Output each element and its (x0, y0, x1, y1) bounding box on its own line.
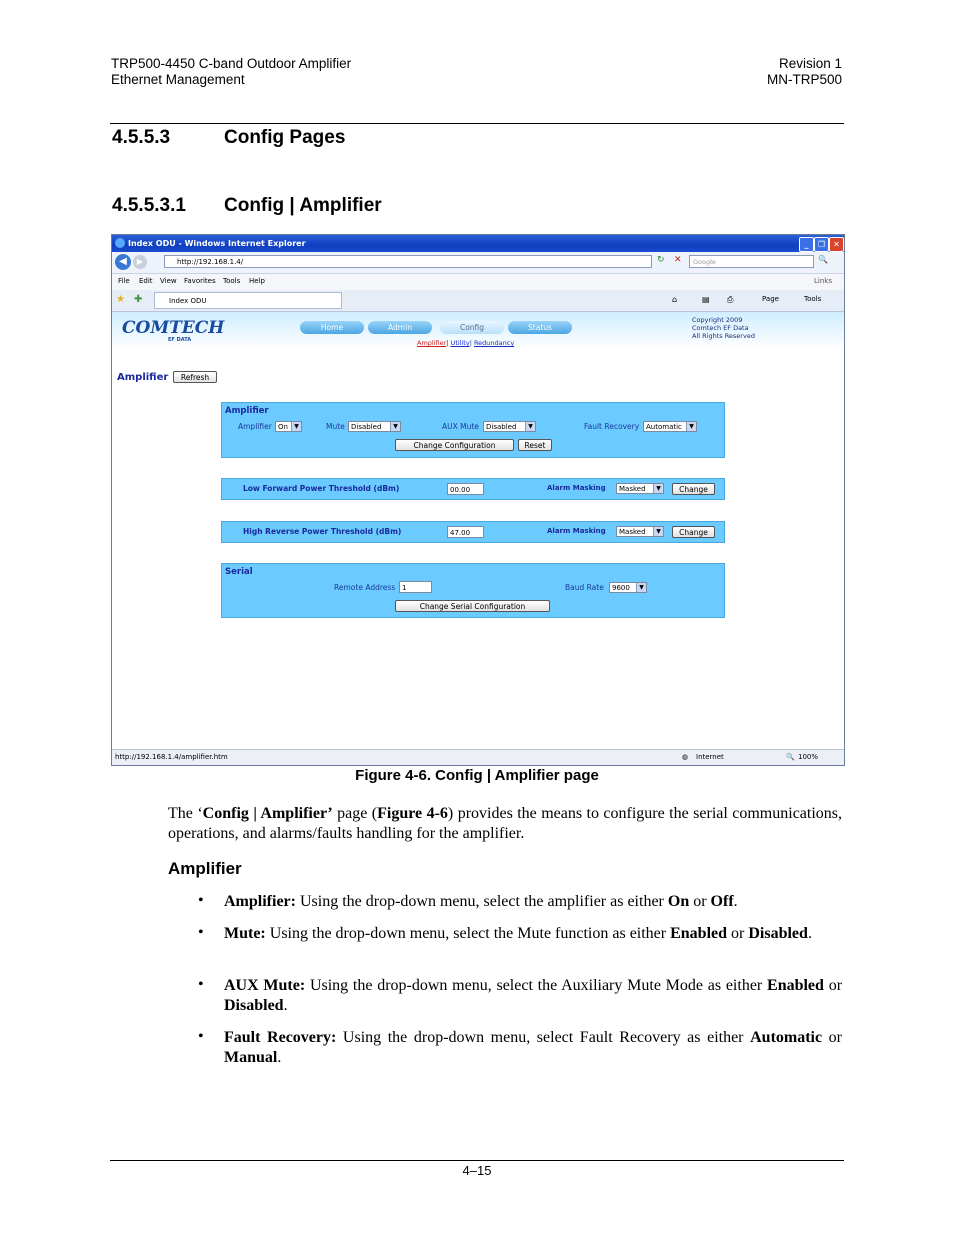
bullet-mute (224, 924, 842, 944)
bullet-dot: • (198, 1028, 204, 1045)
page-heading: Amplifier (117, 372, 169, 383)
fault-recovery-label: Fault Recovery (584, 422, 640, 431)
low-alarm-masking-select[interactable] (616, 483, 664, 494)
high-reverse-power-label: High Reverse Power Threshold (dBm) (243, 527, 402, 536)
chevron-down-icon: ▼ (686, 422, 696, 431)
status-url: http://192.168.1.4/amplifier.htm (115, 753, 228, 761)
high-reverse-power-value: 47.00 (450, 529, 471, 537)
fault-recovery-select-value: Automatic (646, 423, 682, 431)
chevron-down-icon: ▼ (636, 583, 646, 592)
amplifier-select[interactable] (275, 421, 302, 432)
bullet-dot: • (198, 924, 204, 941)
bullet-text: . (807, 925, 812, 942)
serial-panel-title: Serial (225, 567, 253, 577)
page-number: 4–15 (462, 1163, 492, 1178)
menu-file[interactable]: File (118, 277, 130, 285)
low-alarm-masking-label: Alarm Masking (547, 484, 606, 492)
minimize-icon[interactable]: _ (799, 237, 814, 252)
bullet-amplifier (224, 892, 842, 912)
low-change-button[interactable]: Change (672, 483, 715, 495)
bullet-aux-mute (224, 976, 842, 1016)
status-zoom[interactable]: 100% (798, 753, 819, 761)
bullet-text: or (727, 925, 749, 942)
bullet-text: Using the drop-down menu, select the amplifier as either (295, 893, 668, 910)
intro-text-3: ) provides the means to configure the serial communications, operations, and alarms/faults handling for the amplifier. (168, 805, 843, 842)
amplifier-select-value: On (278, 423, 288, 431)
browser-screenshot (111, 234, 845, 766)
change-configuration-button[interactable]: Change Configuration (395, 439, 514, 451)
bullet-dot: • (198, 892, 204, 909)
copyright-block (692, 316, 755, 340)
forward-icon[interactable]: ▶ (133, 255, 147, 269)
baud-rate-value: 9600 (612, 584, 630, 592)
close-icon[interactable]: ✕ (829, 237, 844, 252)
status-bar (112, 749, 844, 766)
tools-menu[interactable]: Tools (804, 295, 822, 303)
low-forward-power-panel (221, 478, 725, 500)
globe-icon: ◍ (682, 753, 689, 761)
intro-bold-2: Figure 4-6 (377, 805, 448, 822)
doc-number: MN-TRP500 (766, 72, 842, 87)
bullet-text: . (277, 1049, 282, 1066)
zoom-icon: 🔍 (786, 753, 795, 761)
intro-paragraph (168, 804, 842, 844)
remote-address-input[interactable] (399, 581, 432, 593)
aux-mute-select-value: Disabled (486, 423, 517, 431)
chevron-down-icon: ▼ (653, 484, 663, 493)
amplifier-panel (221, 402, 725, 458)
chevron-down-icon: ▼ (291, 422, 301, 431)
search-input[interactable] (689, 255, 814, 268)
bullet-bold: Automatic (750, 1029, 823, 1046)
amplifier-label: Amplifier (238, 422, 272, 431)
comtech-logo: COMTECH (122, 318, 225, 338)
mute-select-value: Disabled (351, 423, 382, 431)
high-alarm-masking-value: Masked (619, 528, 646, 536)
nav-tab-admin[interactable]: Admin (368, 321, 432, 334)
bullet-text: . (733, 893, 738, 910)
change-serial-configuration-button[interactable]: Change Serial Configuration (395, 600, 550, 612)
ie-icon (115, 238, 125, 248)
low-alarm-masking-value: Masked (619, 485, 646, 493)
baud-rate-select[interactable] (609, 582, 647, 593)
feeds-icon[interactable]: ▤ (702, 295, 710, 304)
window-title: Index ODU - Windows Internet Explorer (128, 239, 306, 248)
serial-panel (221, 563, 725, 618)
bullet-text: or (689, 893, 711, 910)
menu-bar (112, 274, 844, 290)
bullet-lead: Mute: (224, 925, 266, 942)
url-field[interactable] (164, 255, 652, 268)
bullet-lead: AUX Mute: (224, 977, 306, 994)
chevron-down-icon: ▼ (525, 422, 535, 431)
bullet-text: Using the drop-down menu, select Fault Recovery as either (336, 1029, 751, 1046)
home-icon[interactable]: ⌂ (672, 295, 678, 304)
bullet-fault-recovery (224, 1028, 842, 1068)
aux-mute-select[interactable] (483, 421, 536, 432)
tab-index-odu[interactable] (154, 292, 342, 309)
add-favorite-icon[interactable]: ✚ (134, 294, 143, 305)
tab-title: Index ODU (169, 297, 207, 305)
bullet-text: Using the drop-down menu, select the Mute function as either (265, 925, 671, 942)
high-alarm-masking-label: Alarm Masking (547, 527, 606, 535)
print-icon[interactable]: ⎙ (727, 295, 734, 304)
bullet-dot: • (198, 976, 204, 993)
intro-bold-1: Config | Amplifier’ (202, 805, 333, 822)
subnav-redundancy[interactable]: Redundancy (473, 339, 515, 347)
back-icon[interactable]: ◀ (115, 254, 131, 270)
subnav-utility[interactable]: Utility (450, 339, 470, 347)
bullet-lead: Amplifier: (224, 893, 296, 910)
mute-select[interactable] (348, 421, 401, 432)
bullet-text: or (822, 1029, 843, 1046)
low-forward-power-input[interactable] (447, 483, 484, 495)
header-rule (110, 123, 844, 124)
doc-header-right (767, 56, 842, 88)
amplifier-panel-title: Amplifier (225, 406, 269, 416)
low-forward-power-value: 00.00 (450, 486, 471, 494)
page-menu[interactable]: Page (762, 295, 779, 303)
bullet-bold: Enabled (767, 977, 824, 994)
window-titlebar (112, 235, 844, 252)
amplifier-heading: Amplifier (168, 859, 242, 878)
copyright-line-2: Comtech EF Data (692, 324, 749, 332)
menu-favorites[interactable]: Favorites (184, 277, 216, 285)
doc-subtitle: Ethernet Management (111, 72, 245, 87)
subnav: Amplifier| Utility| Redundancy (417, 339, 515, 347)
intro-text-2: page ( (332, 805, 378, 822)
subnav-amplifier[interactable]: Amplifier (417, 339, 447, 347)
refresh-icon[interactable]: ↻ (657, 255, 665, 265)
high-change-button[interactable]: Change (672, 526, 715, 538)
favorites-star-icon[interactable]: ★ (116, 294, 125, 305)
favorites-bar (112, 290, 844, 312)
fault-recovery-select[interactable] (643, 421, 697, 432)
chevron-down-icon: ▼ (390, 422, 400, 431)
bullet-text: . (283, 997, 288, 1014)
doc-title: TRP500-4450 C-band Outdoor Amplifier (111, 56, 352, 71)
copyright-line-1: Copyright 2009 (692, 316, 743, 324)
menu-view[interactable]: View (160, 277, 177, 285)
refresh-button[interactable]: Refresh (173, 371, 217, 383)
restore-icon[interactable]: ❐ (814, 237, 829, 252)
remote-address-value: 1 (402, 584, 407, 592)
search-placeholder: Google (693, 258, 716, 266)
web-page (112, 312, 844, 749)
remote-address-label: Remote Address (334, 583, 396, 592)
doc-revision: Revision 1 (778, 56, 842, 71)
footer-rule (110, 1160, 844, 1161)
bullet-bold: Enabled (670, 925, 728, 942)
menu-tools[interactable]: Tools (223, 277, 241, 285)
nav-tab-status[interactable]: Status (508, 321, 572, 334)
subsection-number: 4.5.5.3.1 (112, 195, 186, 216)
aux-mute-label: AUX Mute (442, 422, 479, 431)
search-icon[interactable]: 🔍 (818, 255, 828, 264)
bullet-bold: Disabled (748, 925, 808, 942)
low-forward-power-label: Low Forward Power Threshold (dBm) (243, 484, 400, 493)
address-bar (112, 252, 844, 274)
bullet-text: or (823, 977, 843, 994)
baud-rate-label: Baud Rate (565, 583, 604, 592)
high-reverse-power-input[interactable] (447, 526, 484, 538)
menu-help[interactable]: Help (249, 277, 265, 285)
url-text: http://192.168.1.4/ (177, 258, 244, 266)
figure-caption: Figure 4-6. Config | Amplifier page (355, 767, 599, 784)
status-zone: Internet (696, 753, 724, 761)
section-number: 4.5.5.3 (112, 127, 171, 148)
reset-button[interactable]: Reset (518, 439, 552, 451)
menu-edit[interactable]: Edit (139, 277, 153, 285)
intro-text-1: The ‘ (168, 805, 203, 822)
nav-tab-home[interactable]: Home (300, 321, 364, 334)
links-label[interactable]: Links (814, 277, 832, 285)
bullet-lead: Fault Recovery: (224, 1029, 337, 1046)
bullet-bold: Disabled (224, 997, 284, 1014)
high-reverse-power-panel (221, 521, 725, 543)
nav-tab-config[interactable]: Config (440, 321, 504, 334)
chevron-down-icon: ▼ (653, 527, 663, 536)
logo-subtitle: EF DATA (168, 337, 192, 343)
copyright-line-3: All Rights Reserved (692, 332, 755, 340)
high-alarm-masking-select[interactable] (616, 526, 664, 537)
doc-header-left (111, 56, 351, 88)
section-title: Config Pages (224, 127, 346, 148)
bullet-bold: Manual (224, 1049, 278, 1066)
bullet-bold: Off (710, 893, 734, 910)
subsection-title: Config | Amplifier (224, 195, 382, 216)
stop-icon[interactable]: ✕ (674, 255, 682, 265)
mute-label: Mute (326, 422, 345, 431)
bullet-bold: On (667, 893, 690, 910)
bullet-text: Using the drop-down menu, select the Auxiliary Mute Mode as either (305, 977, 768, 994)
